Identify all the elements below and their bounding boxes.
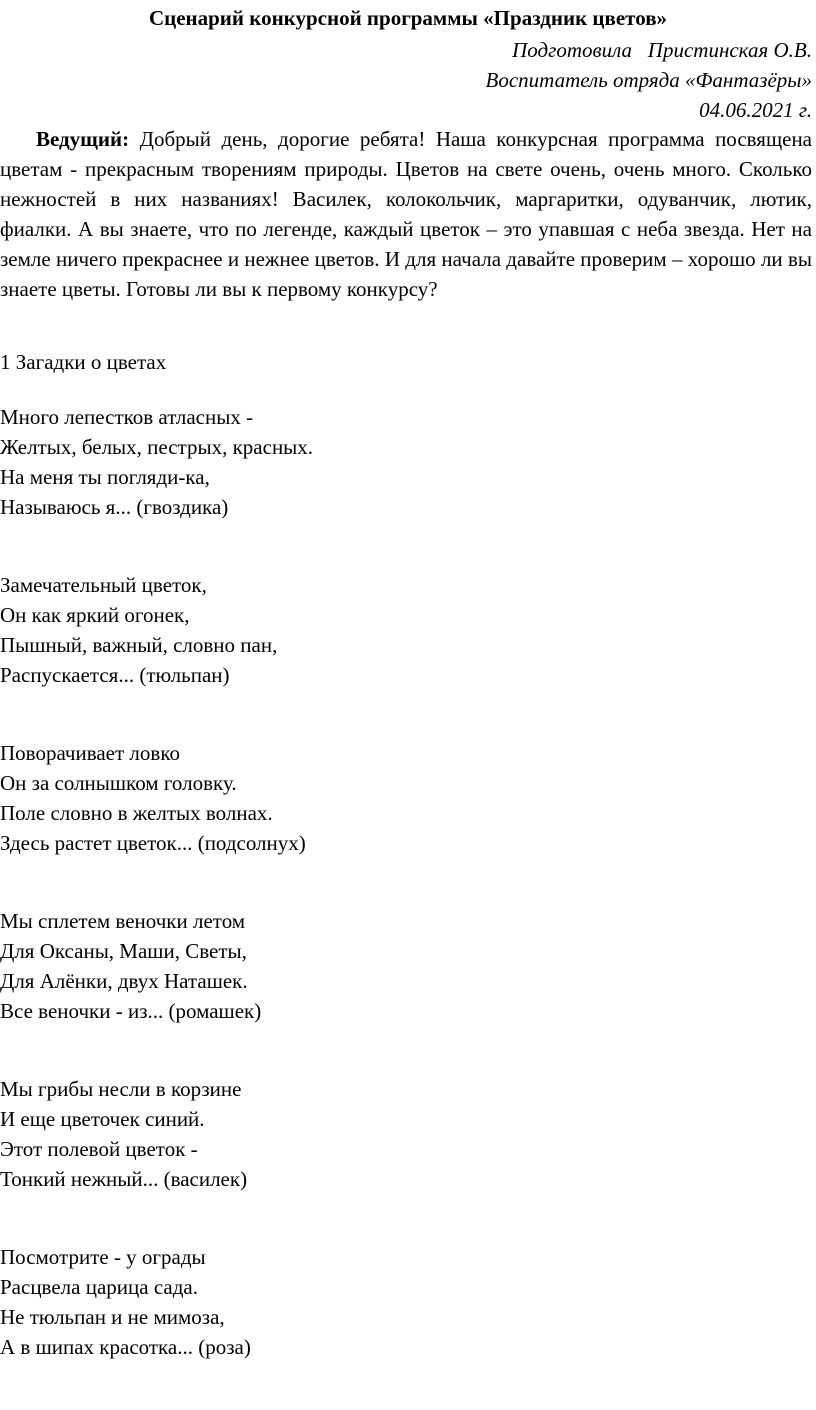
intro-paragraph xyxy=(0,124,812,304)
riddle-line: На меня ты погляди-ка, xyxy=(0,465,210,489)
riddle-line: Мы грибы несли в корзине xyxy=(0,1077,242,1101)
riddle-line: Желтых, белых, пестрых, красных. xyxy=(0,435,314,459)
riddle-line: Называюсь я... (гвоздика) xyxy=(0,495,229,519)
prepared-by: Подготовила Пристинская О.В. xyxy=(512,38,812,62)
riddle xyxy=(0,738,313,858)
riddle-line: Пышный, важный, словно пан, xyxy=(0,633,278,657)
section-heading: 1 Загадки о цветах xyxy=(0,350,167,374)
riddle-line: Тонкий нежный... (василек) xyxy=(0,1167,248,1191)
riddle-line: А в шипах красотка... (роза) xyxy=(0,1335,251,1359)
speaker-label: Ведущий: xyxy=(36,127,130,151)
riddle-line: Для Оксаны, Маши, Светы, xyxy=(0,939,247,963)
riddle-line: Для Алёнки, двух Наташек. xyxy=(0,969,248,993)
riddle-line: Замечательный цветок, xyxy=(0,573,207,597)
document-title: Сценарий конкурсной программы «Праздник цветов» xyxy=(148,6,668,30)
riddle-line: Много лепестков атласных - xyxy=(0,405,254,429)
intro-text: Добрый день, дорогие ребята! Наша конкурсная программа посвящена цветам - прекрасным творениям природы. Цветов на свете очень, очень много. Сколько нежностей в них названиях! Василек, колокольчик, маргаритки, одуванчик, лютик, фиалки. А вы знаете, что по легенде, каждый цветок – это упавшая с неба звезда. Нет на земле ничего прекраснее и нежнее цветов. И для начала давайте проверим – хорошо ли вы знаете цветы. Готовы ли вы к первому конкурсу? xyxy=(0,127,812,301)
author-role: Воспитатель отряда «Фантазёры» xyxy=(485,68,812,92)
riddle xyxy=(0,1242,313,1362)
riddle xyxy=(0,906,313,1026)
riddle-line: Мы сплетем веночки летом xyxy=(0,909,246,933)
riddle-line: Распускается... (тюльпан) xyxy=(0,663,230,687)
riddle-line: Он за солнышком головку. xyxy=(0,771,237,795)
riddle-line: Посмотрите - у ограды xyxy=(0,1245,206,1269)
document-date: 04.06.2021 г. xyxy=(699,98,812,122)
riddle-line: Он как яркий огонек, xyxy=(0,603,190,627)
riddle-line: Расцвела царица сада. xyxy=(0,1275,198,1299)
riddle-line: Поворачивает ловко xyxy=(0,741,180,765)
riddle xyxy=(0,402,313,522)
riddle-line: Не тюльпан и не мимоза, xyxy=(0,1305,225,1329)
riddle xyxy=(0,1074,313,1194)
riddle xyxy=(0,570,313,690)
riddle-line: И еще цветочек синий. xyxy=(0,1107,205,1131)
riddle-line: Поле словно в желтых волнах. xyxy=(0,801,273,825)
riddle-line: Все веночки - из... (ромашек) xyxy=(0,999,262,1023)
riddles-list xyxy=(0,402,313,1410)
riddle-line: Этот полевой цветок - xyxy=(0,1137,198,1161)
riddle-line: Здесь растет цветок... (подсолнух) xyxy=(0,831,306,855)
